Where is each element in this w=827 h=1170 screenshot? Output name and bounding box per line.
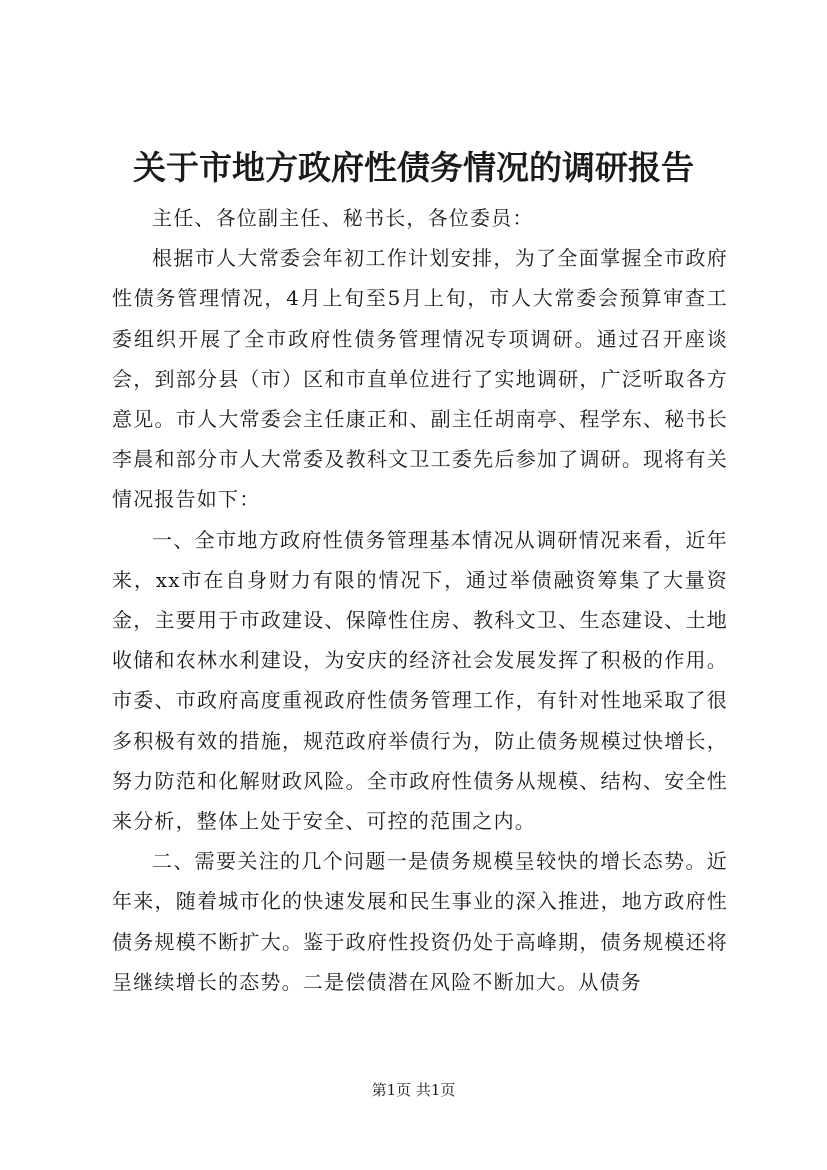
paragraph-section-two: 二、需要关注的几个问题一是债务规模呈较快的增长态势。近年来，随着城市化的快速发展和民生事业的深入推进，地方政府性债务规模不断扩大。鉴于政府性投资仍处于高峰期，债务规模还将呈继续增长的态势。二是偿债潜在风险不断加大。从债务 xyxy=(112,849,728,994)
document-title: 关于市地方政府性债务情况的调研报告 xyxy=(133,148,694,187)
paragraph-intro: 根据市人大常委会年初工作计划安排，为了全面掌握全市政府性债务管理情况，4月上旬至5月上旬，市人大常委会预算审查工委组织开展了全市政府性债务管理情况专项调研。通过召开座谈会，到部分县（市）区和市直单位进行了实地调研，广泛听取各方意见。市人大常委会主任康正和、副主任胡南亭、程学东、秘书长李晨和部分市人大常委及教科文卫工委先后参加了调研。现将有关情况报告如下： xyxy=(112,246,728,512)
page-number-footer: 第1页 共1页 xyxy=(371,1081,456,1099)
document-body xyxy=(112,198,728,1002)
salutation: 主任、各位副主任、秘书长，各位委员： xyxy=(152,206,534,230)
paragraph-section-one: 一、全市地方政府性债务管理基本情况从调研情况来看，近年来，xx市在自身财力有限的情况下，通过举债融资筹集了大量资金，主要用于市政建设、保障性住房、教科文卫、生态建设、土地收储和农林水利建设，为安庆的经济社会发展发挥了积极的作用。市委、市政府高度重视政府性债务管理工作，有针对性地采取了很多积极有效的措施，规范政府举债行为，防止债务规模过快增长，努力防范和化解财政风险。全市政府性债务从规模、结构、安全性来分析，整体上处于安全、可控的范围之内。 xyxy=(112,527,728,834)
